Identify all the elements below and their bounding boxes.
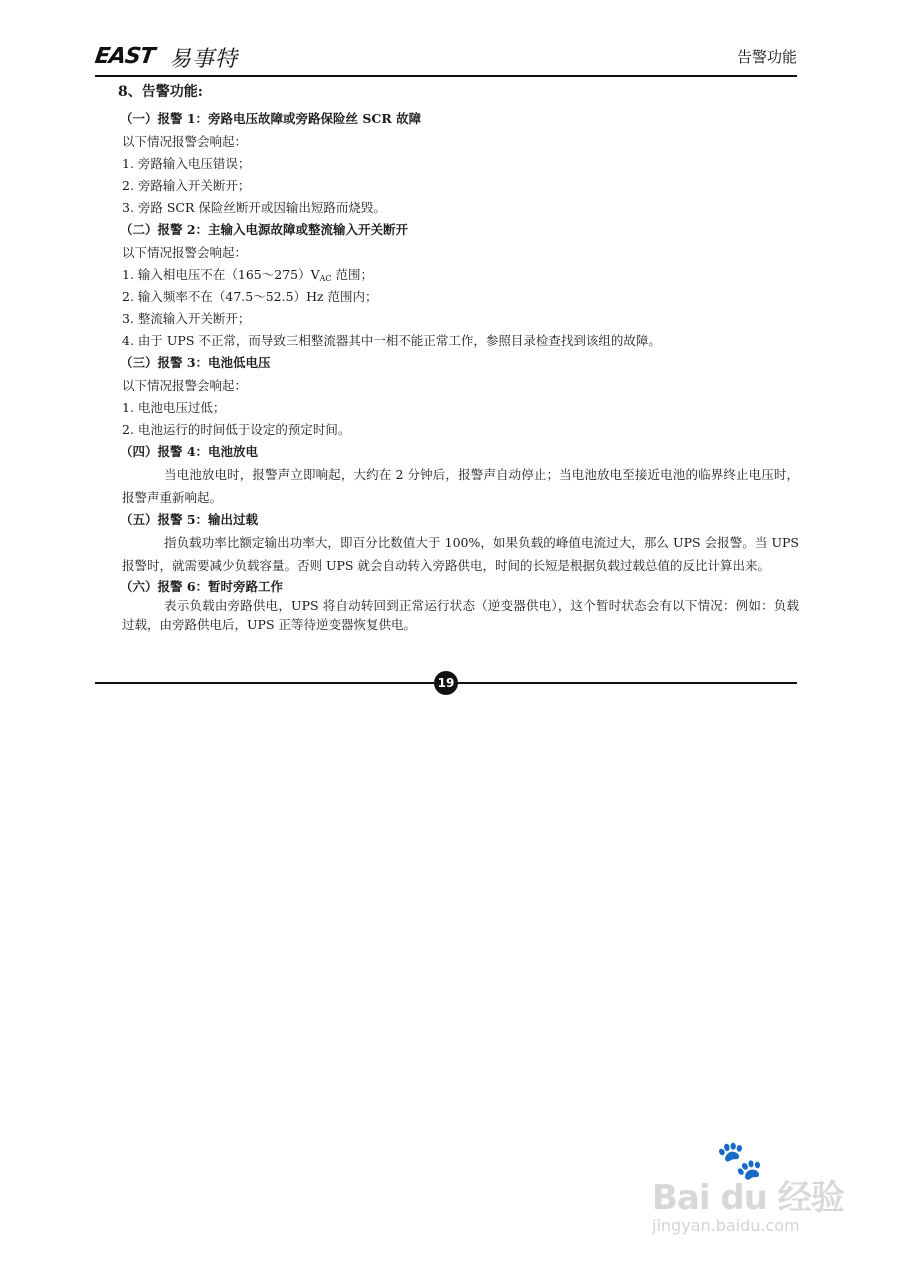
section-title: 8、告警功能: — [118, 84, 203, 100]
page-number: 19 — [434, 671, 458, 695]
brand-chinese-logo: 易事特 — [169, 47, 239, 72]
alarm6-body: 表示负载由旁路供电，UPS 将自动转回到正常运行状态（逆变器供电），这个暂时状态会有以下情况：例如：负载过载，由旁路供电后，UPS 正等待逆变器恢复供电。 — [122, 598, 799, 632]
alarm1-intro: 以下情况报警会响起： — [122, 134, 248, 149]
east-logo: EAST — [93, 44, 156, 69]
alarm4-body: 当电池放电时，报警声立即响起，大约在 2 分钟后，报警声自动停止；当电池放电至接近电池的临界终止电压时，报警声重新响起。 — [122, 467, 799, 505]
alarm2-item: 3. 整流输入开关断开； — [122, 311, 251, 326]
paw-icon: 🐾 — [716, 1138, 764, 1182]
alarm2-item: 2. 输入频率不在（47.5～52.5）Hz 范围内； — [122, 289, 378, 304]
alarm3-heading: （三）报警 3：电池低电压 — [120, 355, 271, 370]
alarm2-item — [122, 264, 799, 286]
alarm3-item: 1. 电池电压过低； — [122, 400, 226, 415]
watermark-url: jingyan.baidu.com — [652, 1216, 800, 1235]
alarm1-item: 3. 旁路 SCR 保险丝断开或因输出短路而烧毁。 — [122, 200, 386, 215]
page-header — [95, 40, 797, 74]
alarm2-item: 4. 由于 UPS 不正常，而导致三相整流器其中一相不能正常工作，参照目录检查找到该组的故障。 — [122, 333, 661, 348]
alarm6-heading: （六）报警 6：暂时旁路工作 — [120, 579, 284, 594]
alarm2-item1-suffix: 范围； — [331, 267, 374, 282]
alarm2-item1-text: 1. 输入相电压不在（165～275）V — [122, 267, 320, 282]
alarm1-item: 1. 旁路输入电压错误； — [122, 156, 251, 171]
alarm3-intro: 以下情况报警会响起： — [122, 378, 248, 393]
header-title: 告警功能 — [736, 48, 797, 66]
baidu-jingyan-watermark — [652, 1138, 852, 1238]
alarm3-item: 2. 电池运行的时间低于设定的预定时间。 — [122, 422, 351, 437]
header-divider — [95, 75, 797, 77]
alarm5-heading: （五）报警 5：输出过载 — [120, 512, 259, 527]
ac-subscript: AC — [319, 274, 332, 283]
alarm2-intro: 以下情况报警会响起： — [122, 245, 248, 260]
alarm1-heading: （一）报警 1：旁路电压故障或旁路保险丝 SCR 故障 — [120, 111, 422, 126]
document-body — [108, 82, 799, 634]
alarm1-item: 2. 旁路输入开关断开； — [122, 178, 251, 193]
watermark-brand: Bai du 经验 — [652, 1178, 844, 1218]
alarm2-heading: （二）报警 2：主输入电源故障或整流输入开关断开 — [120, 222, 409, 237]
alarm5-body: 指负载功率比额定输出功率大，即百分比数值大于 100%，如果负载的峰值电流过大，那么 UPS 会报警。当 UPS 报警时，就需要减少负载容量。否则 UPS 就会自动转入旁路供电，时间的长短是根据负载过载总值的反比计算出来。 — [122, 535, 799, 573]
alarm4-heading: （四）报警 4：电池放电 — [120, 444, 259, 459]
